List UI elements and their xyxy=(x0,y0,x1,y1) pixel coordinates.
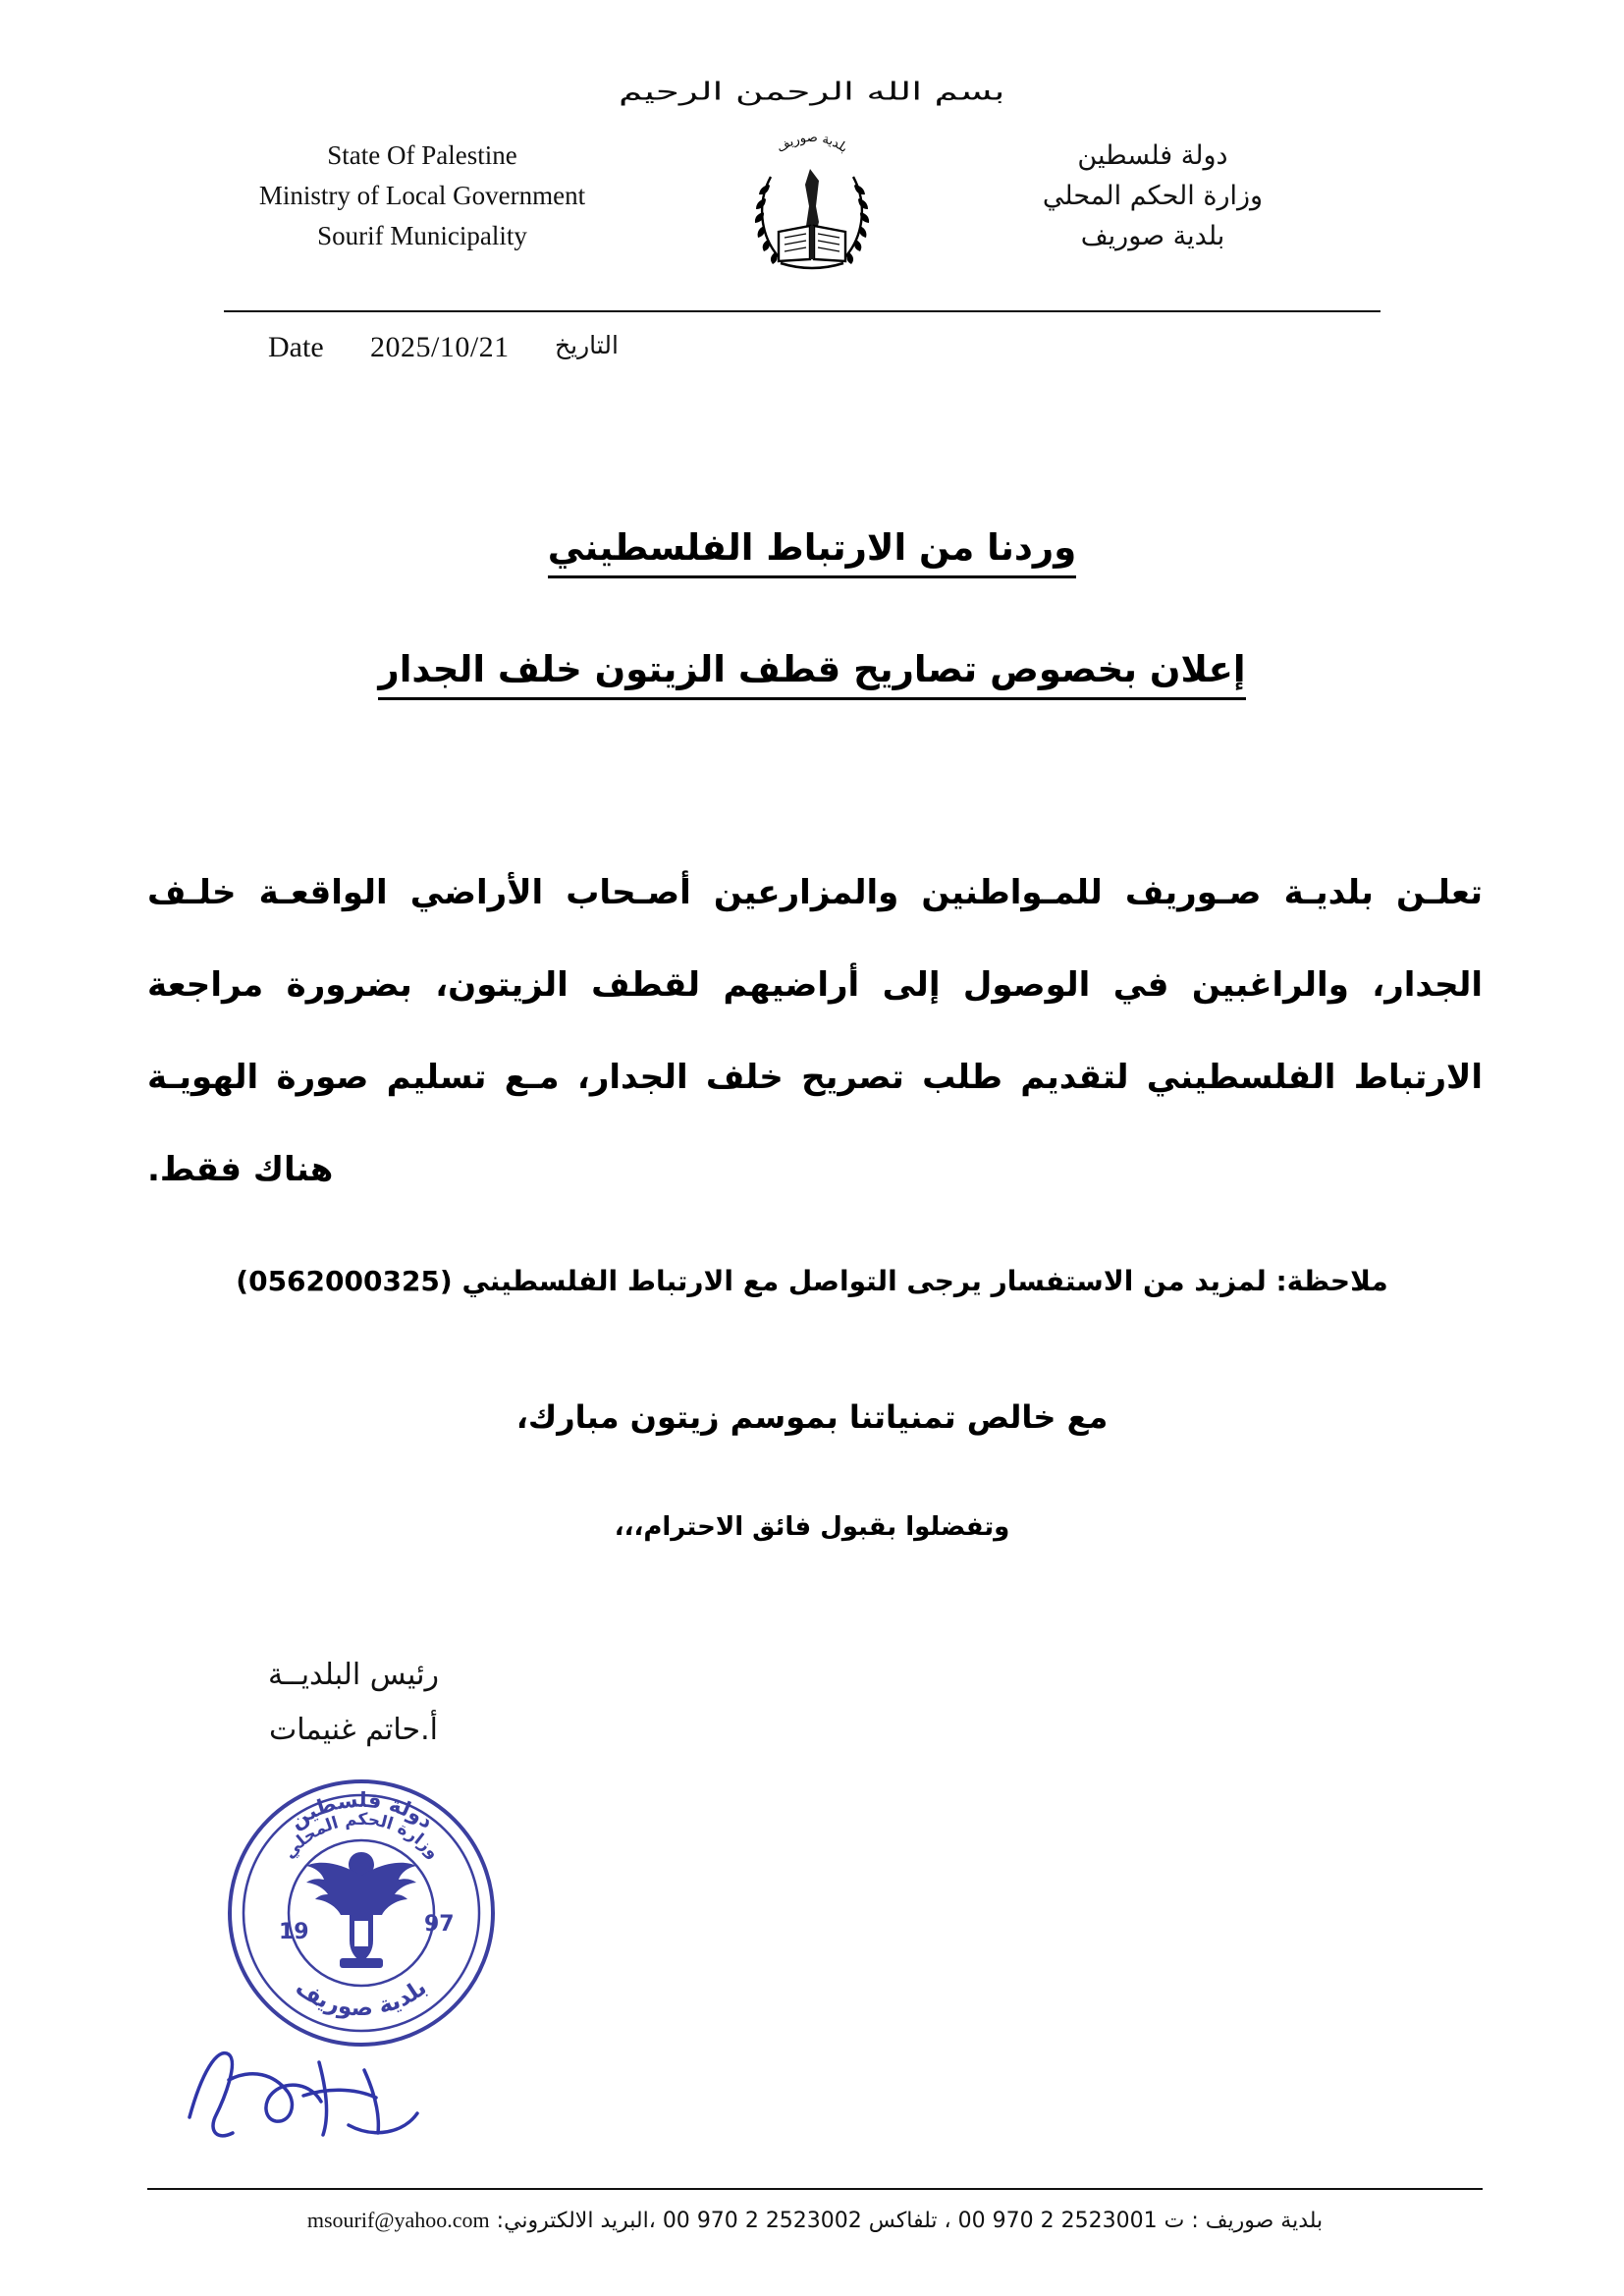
header-ar-line-2: وزارة الحكم المحلي xyxy=(1042,181,1264,211)
announcement-body xyxy=(147,847,1483,1216)
footer-email[interactable]: msourif@yahoo.com xyxy=(306,2208,490,2232)
date-row xyxy=(250,328,663,377)
header-en-line-1: State Of Palestine xyxy=(327,140,517,170)
header-en-line-2: Ministry of Local Government xyxy=(258,181,586,210)
announcement-subject-title xyxy=(0,648,1624,700)
footer-divider xyxy=(147,2188,1483,2190)
footer-contact xyxy=(147,2208,1483,2233)
header-divider xyxy=(224,310,1380,312)
header-english-block xyxy=(157,136,687,256)
announcement-source-title-text: وردنا من الارتباط الفلسطيني xyxy=(548,526,1076,578)
header-en-line-3: Sourif Municipality xyxy=(317,221,527,250)
svg-text:بلدية صوريف: بلدية صوريف xyxy=(774,130,851,156)
closing-regards: وتفضلوا بقبول فائق الاحترام،،، xyxy=(614,1512,1010,1542)
official-stamp-icon xyxy=(214,1766,509,2060)
header-ar-line-3: بلدية صوريف xyxy=(1080,221,1225,251)
signatory-name: أ.حاتم غنيمات xyxy=(269,1713,438,1747)
municipality-emblem-icon xyxy=(741,112,883,281)
body-line-4: هناك فقط. xyxy=(147,1150,334,1189)
body-line-3: الارتباط الفلسطيني لتقديم طلب تصريح خلف الجدار، مـع تسليم صورة الهويـة xyxy=(147,1058,1483,1097)
document-header xyxy=(0,78,1624,322)
announcement-source-title xyxy=(0,526,1624,578)
date-value: 2025/10/21 xyxy=(370,331,510,363)
svg-text:97: 97 xyxy=(424,1912,455,1937)
signature-block xyxy=(177,1648,530,1758)
signatory-role: رئيس البلديــة xyxy=(268,1658,439,1692)
announcement-subject-title-text: إعلان بخصوص تصاريح قطف الزيتون خلف الجدار xyxy=(378,648,1245,700)
date-label-english: Date xyxy=(268,331,324,363)
footer-contact-text: بلدية صوريف : ت 2523001 2 970 00 ، تلفاكس 2523002 2 970 00 ،البريد الالكتروني: xyxy=(496,2209,1324,2233)
handwritten-signature xyxy=(172,2023,447,2160)
svg-text:بلدية صوريف: بلدية صوريف xyxy=(291,1974,432,2022)
svg-text:دولة فلسطين: دولة فلسطين xyxy=(285,1787,438,1833)
date-label-arabic: التاريخ xyxy=(555,331,619,359)
header-arabic-block xyxy=(927,136,1379,256)
basmala-text: بسم الله الرحمن الرحيم xyxy=(619,78,1005,106)
contact-note: ملاحظة: لمزيد من الاستفسار يرجى التواصل مع الارتباط الفلسطيني (0562000325) xyxy=(236,1265,1388,1297)
body-line-1: تعلـن بلديـة صـوريف للمـواطنين والمزارعين أصـحاب الأراضي الواقعـة خلـف xyxy=(147,873,1483,912)
basmala-calligraphy xyxy=(0,77,1624,107)
season-wish-text: مع خالص تمنياتنا بموسم زيتون مبارك، xyxy=(515,1398,1109,1436)
svg-text:وزارة الحكم المحلي: وزارة الحكم المحلي xyxy=(279,1809,444,1863)
svg-text:19: 19 xyxy=(279,1920,309,1944)
body-line-2: الجدار، والراغبين في الوصول إلى أراضيهم لقطف الزيتون، بضرورة مراجعة xyxy=(147,965,1483,1005)
header-ar-line-1: دولة فلسطين xyxy=(1077,140,1228,171)
